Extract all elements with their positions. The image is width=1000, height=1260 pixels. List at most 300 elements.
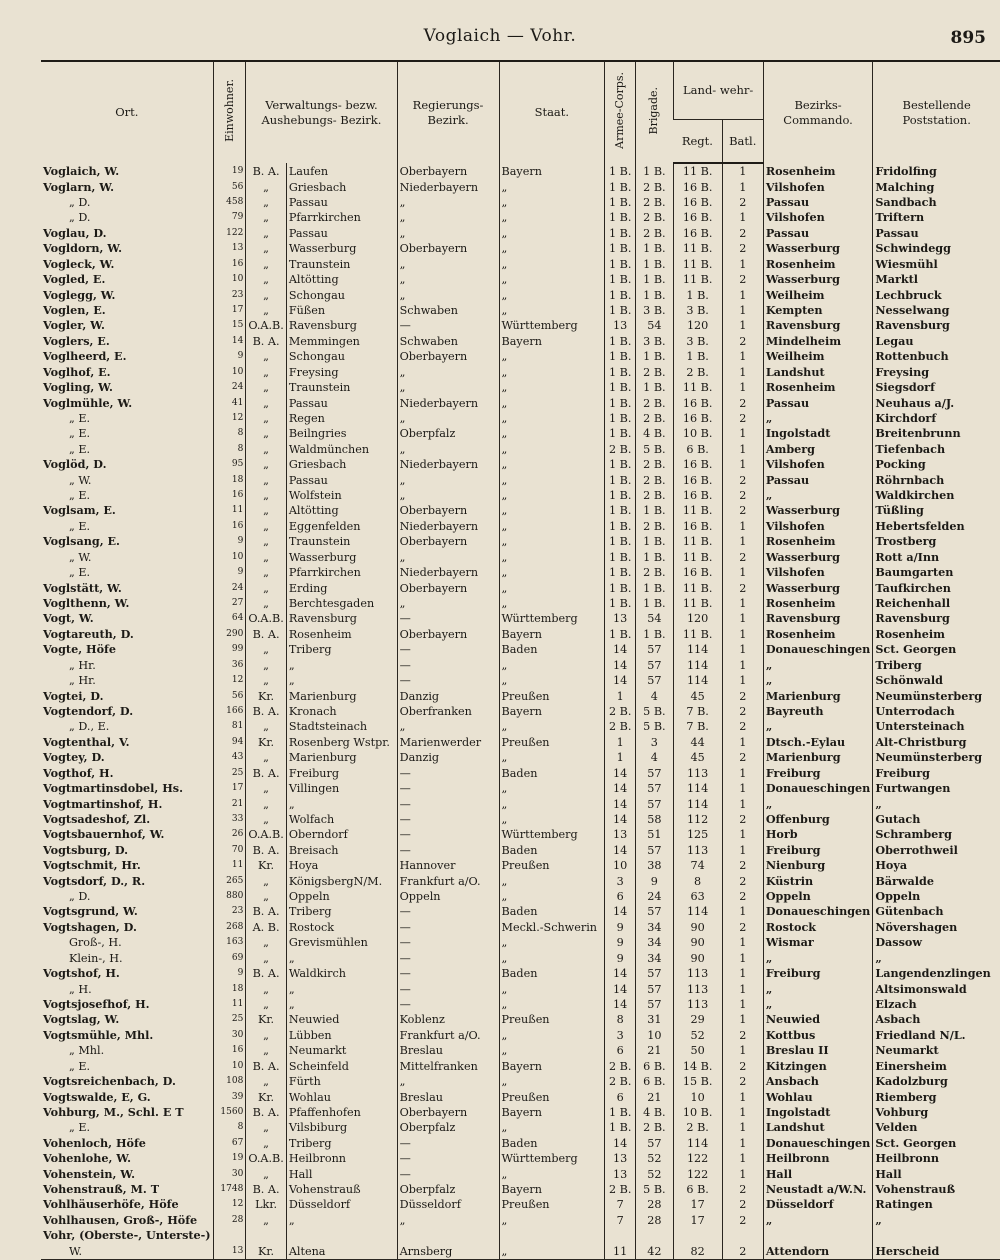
admin-district-cell: Schongau [286,287,397,302]
place-name-cell: Voglöd, D. [43,457,107,472]
government-district-cell: Breslau [397,1043,499,1058]
landwehr-regiment-cell: 120 [673,318,722,333]
place-name-cell: Vogtei, D. [43,688,104,703]
district-type-cell: O.A.B. [246,611,287,626]
state-cell: „ [499,349,605,364]
landwehr-regiment-cell: 10 B. [673,426,722,441]
brigade-cell: 3 [636,735,673,750]
district-type-cell: Kr. [246,735,287,750]
population-cell: 17 [213,303,246,318]
place-name-cell: Vogtmartinsdobel, Hs. [43,781,183,796]
district-command-cell: Wasserburg [763,241,873,256]
district-type-cell: „ [246,1120,287,1135]
district-type-cell: „ [246,935,287,950]
post-station-cell: Alt-Christburg [873,735,1000,750]
table-row [41,904,1000,919]
population-cell: 16 [213,488,246,503]
place-name-cell: Vogling, W. [43,380,113,395]
landwehr-battalion-cell: 1 [722,1120,763,1135]
district-type-cell: „ [246,1043,287,1058]
population-cell: 81 [213,719,246,734]
landwehr-battalion-cell: 1 [722,843,763,858]
state-cell: „ [499,426,605,441]
district-type-cell: Kr. [246,1012,287,1027]
state-cell: „ [499,226,605,241]
admin-district-cell: „ [286,997,397,1012]
brigade-cell: 28 [636,1197,673,1212]
landwehr-battalion-cell: 1 [722,426,763,441]
brigade-cell: 57 [636,904,673,919]
landwehr-regiment-cell: 90 [673,935,722,950]
landwehr-regiment-cell: 16 B. [673,457,722,472]
post-station-cell: Tüßling [873,503,1000,518]
admin-district-cell: Lübben [286,1028,397,1043]
landwehr-battalion-cell: 2 [722,1058,763,1073]
district-command-cell: Freiburg [763,765,873,780]
admin-district-cell: Regen [286,411,397,426]
government-district-cell: — [397,981,499,996]
brigade-cell: 1 B. [636,241,673,256]
post-station-cell: Rottenbuch [873,349,1000,364]
district-command-cell: Horb [763,827,873,842]
landwehr-battalion-cell: 2 [722,873,763,888]
population-cell: 24 [213,380,246,395]
table-row [41,750,1000,765]
post-station-cell: Sandbach [873,195,1000,210]
landwehr-regiment-cell: 11 B. [673,380,722,395]
admin-district-cell: Rosenheim [286,627,397,642]
government-district-cell: „ [397,550,499,565]
state-cell: „ [499,580,605,595]
district-command-cell: Freiburg [763,843,873,858]
population-cell: 95 [213,457,246,472]
landwehr-regiment-cell: 114 [673,1136,722,1151]
admin-district-cell: Scheinfeld [286,1058,397,1073]
population-cell: 8 [213,426,246,441]
post-station-cell: Reichenhall [873,596,1000,611]
government-district-cell: — [397,827,499,842]
district-type-cell: „ [246,287,287,302]
admin-district-cell: Griesbach [286,457,397,472]
post-station-cell: Oberrothweil [873,843,1000,858]
place-name-cell: Vogtsbauernhof, W. [43,827,165,842]
district-type-cell: „ [246,642,287,657]
district-type-cell: „ [246,226,287,241]
district-command-cell: Passau [763,226,873,241]
population-cell: 880 [213,889,246,904]
district-command-cell: Landshut [763,364,873,379]
post-station-cell: Fridolfing [873,163,1000,179]
population-cell: 23 [213,904,246,919]
state-cell: „ [499,997,605,1012]
table-row [41,226,1000,241]
admin-district-cell: Ravensburg [286,611,397,626]
post-station-cell: Einersheim [873,1058,1000,1073]
post-station-cell: Sct. Georgen [873,642,1000,657]
district-command-cell: „ [763,658,873,673]
population-cell: 10 [213,550,246,565]
table-row [41,210,1000,225]
post-station-cell: Rosenheim [873,627,1000,642]
state-cell: „ [499,935,605,950]
state-cell: „ [499,1074,605,1089]
place-name-cell: „ W. [69,550,92,564]
district-command-cell: „ [763,951,873,966]
population-cell: 290 [213,627,246,642]
state-cell: „ [499,503,605,518]
landwehr-regiment-cell: 63 [673,889,722,904]
state-cell: Württemberg [499,611,605,626]
admin-district-cell [286,1228,397,1243]
place-name-cell: Vogtshof, H. [43,966,120,981]
admin-district-cell: „ [286,1213,397,1228]
government-district-cell: Hannover [397,858,499,873]
col-header-regierung: Regierungs- Bezirk. [397,61,499,163]
table-row [41,1012,1000,1027]
district-type-cell: B. A. [246,966,287,981]
district-type-cell: „ [246,395,287,410]
admin-district-cell: Traunstein [286,380,397,395]
state-cell: Baden [499,642,605,657]
state-cell: „ [499,364,605,379]
district-type-cell: „ [246,457,287,472]
brigade-cell: 42 [636,1244,673,1260]
government-district-cell: — [397,1151,499,1166]
district-command-cell: Donaueschingen [763,642,873,657]
landwehr-regiment-cell: 52 [673,1028,722,1043]
landwehr-regiment-cell: 29 [673,1012,722,1027]
population-cell: 19 [213,1151,246,1166]
post-station-cell: Friedland N/L. [873,1028,1000,1043]
population-cell: 9 [213,349,246,364]
district-command-cell: Mindelheim [763,334,873,349]
table-row [41,858,1000,873]
army-corps-cell: 14 [605,966,636,981]
government-district-cell: Marienwerder [397,735,499,750]
district-type-cell: O.A.B. [246,318,287,333]
place-name-cell: Voglau, D. [43,225,107,240]
landwehr-battalion-cell: 1 [722,1105,763,1120]
government-district-cell: Danzig [397,688,499,703]
landwehr-regiment-cell: 90 [673,920,722,935]
district-type-cell: Kr. [246,858,287,873]
post-station-cell: Freysing [873,364,1000,379]
district-type-cell: „ [246,349,287,364]
place-name-cell: „ E. [69,1121,91,1135]
admin-district-cell: Freiburg [286,765,397,780]
state-cell: Bayern [499,627,605,642]
government-district-cell: „ [397,226,499,241]
population-cell: 94 [213,735,246,750]
government-district-cell: — [397,673,499,688]
post-station-cell: Trostberg [873,534,1000,549]
landwehr-regiment-cell: 113 [673,843,722,858]
army-corps-cell: 11 [605,1244,636,1260]
state-cell: „ [499,488,605,503]
col-header-verwaltung: Verwaltungs- bezw. Aushebungs- Bezirk. [246,61,397,163]
state-cell: „ [499,210,605,225]
army-corps-cell: 1 B. [605,210,636,225]
place-name-cell: W. [41,1244,213,1260]
post-station-cell: Oppeln [873,889,1000,904]
population-cell: 56 [213,179,246,194]
army-corps-cell: 1 B. [605,580,636,595]
army-corps-cell: 7 [605,1213,636,1228]
district-type-cell: Kr. [246,1244,287,1260]
table-row [41,195,1000,210]
army-corps-cell: 8 [605,1012,636,1027]
table-row [41,642,1000,657]
state-cell: Baden [499,966,605,981]
place-name-cell: Vogldorn, W. [43,241,123,256]
landwehr-battalion-cell: 1 [722,519,763,534]
district-command-cell: Landshut [763,1120,873,1135]
population-cell: 458 [213,195,246,210]
district-type-cell: „ [246,179,287,194]
landwehr-regiment-cell: 114 [673,673,722,688]
district-command-cell: Wismar [763,935,873,950]
brigade-cell: 6 B. [636,1074,673,1089]
landwehr-battalion-cell: 1 [722,951,763,966]
state-cell: Baden [499,904,605,919]
state-cell: „ [499,303,605,318]
state-cell: „ [499,565,605,580]
post-station-cell: Wiesmühl [873,257,1000,272]
brigade-cell: 5 B. [636,719,673,734]
state-cell: Württemberg [499,1151,605,1166]
admin-district-cell: Hoya [286,858,397,873]
brigade-cell: 58 [636,812,673,827]
table-row [41,1151,1000,1166]
brigade-cell: 1 B. [636,627,673,642]
post-station-cell: Növershagen [873,920,1000,935]
admin-district-cell: Beilngries [286,426,397,441]
district-command-cell: Passau [763,395,873,410]
government-district-cell: — [397,843,499,858]
landwehr-battalion-cell: 1 [722,380,763,395]
brigade-cell: 5 B. [636,1182,673,1197]
brigade-cell: 57 [636,796,673,811]
district-command-cell [763,1228,873,1243]
landwehr-battalion-cell: 2 [722,1213,763,1228]
state-cell: „ [499,195,605,210]
landwehr-battalion-cell: 1 [722,1151,763,1166]
district-type-cell: B. A. [246,904,287,919]
population-cell: 1560 [213,1105,246,1120]
government-district-cell: — [397,920,499,935]
landwehr-battalion-cell: 1 [722,673,763,688]
population-cell: 24 [213,580,246,595]
army-corps-cell: 14 [605,981,636,996]
population-cell: 10 [213,364,246,379]
post-station-cell: Vohburg [873,1105,1000,1120]
brigade-cell: 1 B. [636,596,673,611]
landwehr-regiment-cell: 82 [673,1244,722,1260]
government-district-cell: Düsseldorf [397,1197,499,1212]
district-command-cell: Neustadt a/W.N. [763,1182,873,1197]
post-station-cell: Heilbronn [873,1151,1000,1166]
army-corps-cell: 1 B. [605,627,636,642]
admin-district-cell: Marienburg [286,688,397,703]
landwehr-regiment-cell: 2 B. [673,1120,722,1135]
post-station-cell: Rott a/Inn [873,550,1000,565]
place-name-cell: Voglstätt, W. [43,580,122,595]
post-station-cell: Velden [873,1120,1000,1135]
district-type-cell: „ [246,472,287,487]
landwehr-regiment-cell: 113 [673,966,722,981]
place-name-cell: Vogtsdorf, D., R. [43,873,146,888]
population-cell: 265 [213,873,246,888]
landwehr-battalion-cell: 1 [722,210,763,225]
brigade-cell: 57 [636,1136,673,1151]
table-row [41,272,1000,287]
district-type-cell: „ [246,411,287,426]
landwehr-regiment-cell: 6 B. [673,1182,722,1197]
landwehr-battalion-cell: 1 [722,179,763,194]
district-type-cell: „ [246,981,287,996]
landwehr-battalion-cell: 1 [722,1166,763,1181]
admin-district-cell: Memmingen [286,334,397,349]
landwehr-battalion-cell: 2 [722,1197,763,1212]
landwehr-regiment-cell: 45 [673,750,722,765]
place-name-cell: Vogtmartinshof, H. [43,796,163,811]
population-cell: 15 [213,318,246,333]
population-cell: 163 [213,935,246,950]
army-corps-cell: 14 [605,765,636,780]
col-header-staat: Staat. [499,61,605,163]
army-corps-cell: 14 [605,658,636,673]
brigade-cell: 3 B. [636,303,673,318]
population-cell: 79 [213,210,246,225]
population-cell: 13 [213,241,246,256]
state-cell: „ [499,179,605,194]
table-row [41,395,1000,410]
brigade-cell: 2 B. [636,565,673,580]
post-station-cell: Elzach [873,997,1000,1012]
table-row [41,550,1000,565]
district-type-cell: B. A. [246,1058,287,1073]
population-cell: 268 [213,920,246,935]
post-station-cell: Breitenbrunn [873,426,1000,441]
page-number: 895 [950,28,986,48]
admin-district-cell: Schongau [286,349,397,364]
landwehr-regiment-cell: 6 B. [673,442,722,457]
population-cell: 12 [213,1197,246,1212]
district-type-cell: „ [246,796,287,811]
admin-district-cell: KönigsbergN/M. [286,873,397,888]
government-district-cell: Oberbayern [397,503,499,518]
place-name-cell: Vogtsjosefhof, H. [43,996,150,1011]
place-name-cell: Vogtenthal, V. [43,734,130,749]
table-row [41,334,1000,349]
landwehr-regiment-cell [673,1228,722,1243]
place-name-cell: Vogtschmit, Hr. [43,858,141,873]
admin-district-cell: Griesbach [286,179,397,194]
landwehr-regiment-cell: 16 B. [673,519,722,534]
post-station-cell: Baumgarten [873,565,1000,580]
landwehr-regiment-cell: 114 [673,904,722,919]
state-cell: Meckl.-Schwerin [499,920,605,935]
government-district-cell: — [397,966,499,981]
post-station-cell: Langendenzlingen [873,966,1000,981]
landwehr-regiment-cell: 11 B. [673,627,722,642]
district-type-cell: Lkr. [246,1197,287,1212]
landwehr-battalion-cell: 1 [722,257,763,272]
table-row [41,457,1000,472]
landwehr-battalion-cell: 1 [722,349,763,364]
col-header-regt: Regt. [673,119,722,163]
place-name-cell: „ E. [69,1059,91,1073]
government-district-cell: Frankfurt a/O. [397,873,499,888]
admin-district-cell: Wolfach [286,812,397,827]
district-command-cell: Marienburg [763,750,873,765]
army-corps-cell: 10 [605,858,636,873]
place-name-cell: Vogt, W. [43,611,94,626]
table-row [41,1166,1000,1181]
state-cell: Bayern [499,163,605,179]
population-cell: 14 [213,334,246,349]
landwehr-battalion-cell: 2 [722,1244,763,1260]
place-name-cell: Vohburg, M., Schl. E T [43,1104,184,1119]
place-name-cell: „ E. [69,442,91,456]
district-command-cell: Wasserburg [763,550,873,565]
landwehr-battalion-cell: 1 [722,997,763,1012]
table-row [41,735,1000,750]
admin-district-cell: Stadtsteinach [286,719,397,734]
state-cell: „ [499,951,605,966]
brigade-cell: 10 [636,1028,673,1043]
brigade-cell: 54 [636,611,673,626]
population-cell: 16 [213,257,246,272]
post-station-cell: Untersteinach [873,719,1000,734]
landwehr-battalion-cell: 1 [722,966,763,981]
army-corps-cell: 2 B. [605,704,636,719]
brigade-cell: 9 [636,873,673,888]
admin-district-cell: Traunstein [286,257,397,272]
place-name-cell: „ D. [69,890,91,904]
landwehr-battalion-cell: 1 [722,981,763,996]
district-type-cell: B. A. [246,704,287,719]
state-cell: „ [499,534,605,549]
district-type-cell: „ [246,426,287,441]
place-name-cell: Vogtsadeshof, Zl. [43,811,151,826]
brigade-cell: 4 [636,688,673,703]
landwehr-regiment-cell: 3 B. [673,303,722,318]
population-cell: 30 [213,1028,246,1043]
government-district-cell: Mittelfranken [397,1058,499,1073]
place-name-cell: Vogtsgrund, W. [43,904,138,919]
army-corps-cell: 14 [605,904,636,919]
brigade-cell: 4 B. [636,426,673,441]
brigade-cell: 2 B. [636,472,673,487]
state-cell: „ [499,719,605,734]
district-command-cell: Rostock [763,920,873,935]
brigade-cell: 52 [636,1151,673,1166]
government-district-cell [397,1228,499,1243]
population-cell: 11 [213,997,246,1012]
admin-district-cell: Pfarrkirchen [286,565,397,580]
admin-district-cell: Passau [286,395,397,410]
district-command-cell: Ingolstadt [763,426,873,441]
table-row [41,981,1000,996]
landwehr-regiment-cell: 113 [673,981,722,996]
place-name-cell: Voglheerd, E. [43,349,127,364]
army-corps-cell: 1 B. [605,380,636,395]
district-type-cell: „ [246,781,287,796]
government-district-cell: Niederbayern [397,457,499,472]
landwehr-battalion-cell: 1 [722,935,763,950]
brigade-cell: 2 B. [636,519,673,534]
